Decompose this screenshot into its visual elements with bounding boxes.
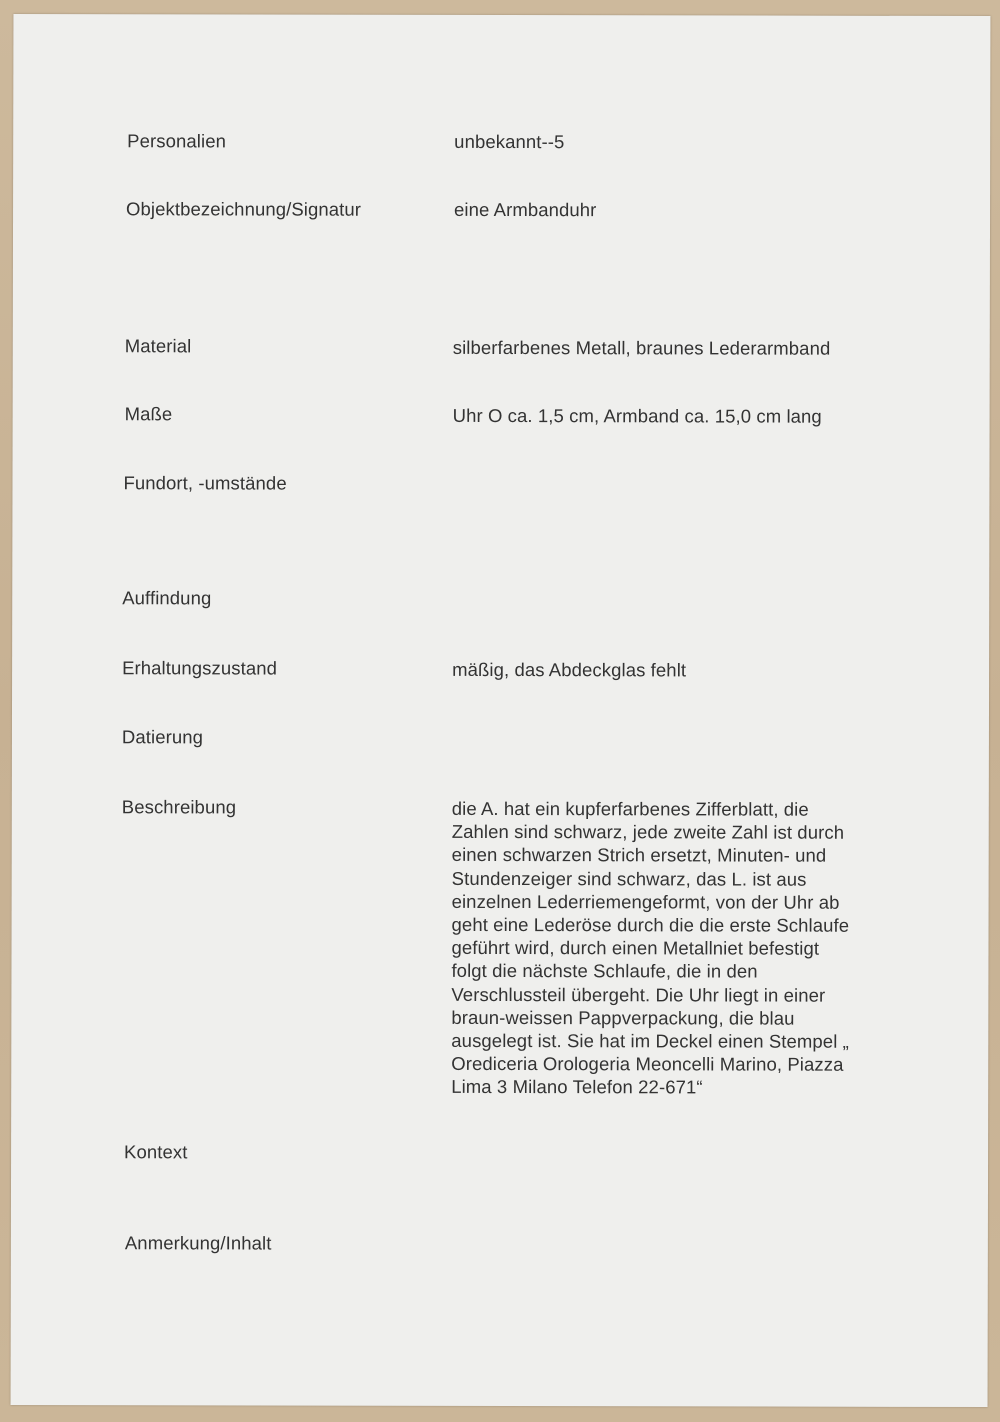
material-value: silberfarbenes Metall, braunes Lederarmband — [452, 336, 831, 359]
datierung-label: Datierung — [121, 726, 204, 748]
paper-sheet — [11, 14, 991, 1407]
erhaltung-label: Erhaltungszustand — [122, 657, 278, 679]
beschreibung-value: die A. hat ein kupferfarbenes Zifferblatt, die Zahlen sind schwarz, jede zweite Zahl ist durch einen schwarzen Strich ersetzt, Minuten- und Stundenzeiger sind schwarz, das L. ist aus einzelnen Lederriemengeformt, von der Uhr ab geht eine Lederöse durch die die erste Schlaufe geführt wird, durch einen Metallniet befestigt folgt die nächste Schlaufe, die in den Verschlussteil übergeht. Die Uhr liegt in einer braun-weissen Pappverpackung, die blau ausgelegt ist. Sie hat im Deckel einen Stempel „ Orediceria Orologeria Meoncelli Marino, Piazza Lima 3 Milano Telefon 22-671“ — [451, 797, 850, 1098]
masse-value: Uhr O ca. 1,5 cm, Armband ca. 15,0 cm lang — [452, 404, 822, 427]
objekt-label: Objektbezeichnung/Signatur — [126, 198, 362, 220]
personalien-value: unbekannt--5 — [454, 130, 565, 153]
auffindung-label: Auffindung — [122, 587, 212, 609]
beschreibung-label: Beschreibung — [121, 796, 237, 818]
masse-label: Maße — [124, 403, 173, 425]
personalien-label: Personalien — [127, 130, 227, 152]
fundort-label: Fundort, -umstände — [123, 472, 287, 494]
material-label: Material — [124, 335, 192, 357]
kontext-label: Kontext — [124, 1141, 188, 1163]
erhaltung-value: mäßig, das Abdeckglas fehlt — [452, 658, 687, 681]
objekt-value: eine Armbanduhr — [454, 198, 597, 221]
anmerkung-label: Anmerkung/Inhalt — [124, 1232, 272, 1254]
